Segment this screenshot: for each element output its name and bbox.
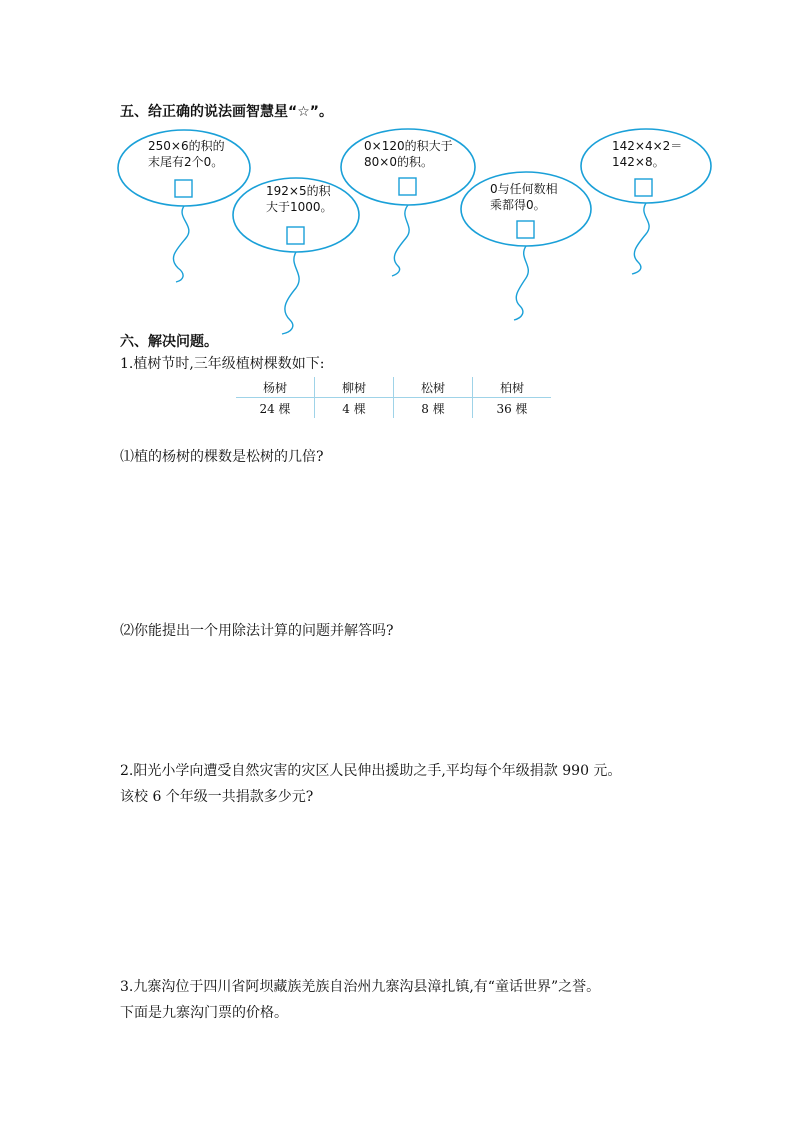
balloon-3-line1: 0×120的积大于 [364, 139, 453, 153]
balloon-5-line2: 142×8。 [612, 155, 665, 169]
balloon-string [173, 206, 188, 282]
table-header: 柏树 [473, 377, 552, 398]
balloon-string [392, 205, 409, 276]
answer-box[interactable] [175, 180, 192, 197]
balloon-4-line2: 乘都得0。 [490, 198, 546, 212]
answer-box[interactable] [399, 178, 416, 195]
balloon-2 [233, 178, 359, 334]
balloon-2-line2: 大于1000。 [266, 200, 333, 214]
balloon-string [632, 203, 649, 274]
q1-intro: 1.植树节时,三年级植树棵数如下: [120, 356, 325, 372]
table-cell: 36 棵 [473, 398, 552, 419]
table-header: 柳树 [315, 377, 394, 398]
balloon-3 [341, 129, 475, 276]
balloon-5 [581, 129, 711, 274]
tree-count-table [236, 377, 551, 418]
balloon-1 [118, 130, 250, 282]
table-header: 松树 [394, 377, 473, 398]
answer-box[interactable] [635, 179, 652, 196]
answer-box[interactable] [287, 227, 304, 244]
q3-line1: 3.九寨沟位于四川省阿坝藏族羌族自治州九寨沟县漳扎镇,有“童话世界”之誉。 [120, 979, 601, 995]
table-cell: 4 棵 [315, 398, 394, 419]
q3-line2: 下面是九寨沟门票的价格。 [120, 1005, 288, 1021]
balloon-string [282, 252, 299, 334]
q2-line2: 该校 6 个年级一共捐款多少元? [120, 789, 314, 805]
balloon-1-line1: 250×6的积的 [148, 139, 225, 153]
balloon-1-line2: 末尾有2个0。 [148, 155, 224, 169]
section6-heading: 六、解决问题。 [120, 334, 218, 350]
q1-sub1: ⑴植的杨树的棵数是松树的几倍? [120, 449, 324, 465]
balloon-2-line1: 192×5的积 [266, 184, 331, 198]
balloon-4-line1: 0与任何数相 [490, 182, 558, 196]
balloon-figure [0, 0, 793, 340]
balloon-string [514, 246, 528, 320]
answer-box[interactable] [517, 221, 534, 238]
table-cell: 8 棵 [394, 398, 473, 419]
section5-heading: 五、给正确的说法画智慧星“☆”。 [120, 104, 333, 120]
balloon-4 [461, 172, 591, 320]
table-header: 杨树 [236, 377, 315, 398]
balloon-3-line2: 80×0的积。 [364, 155, 433, 169]
table-cell: 24 棵 [259, 401, 291, 416]
q2-line1: 2.阳光小学向遭受自然灾害的灾区人民伸出援助之手,平均每个年级捐款 990 元。 [120, 763, 622, 779]
balloon-5-line1: 142×4×2＝ [612, 139, 683, 153]
q1-sub2: ⑵你能提出一个用除法计算的问题并解答吗? [120, 623, 394, 639]
